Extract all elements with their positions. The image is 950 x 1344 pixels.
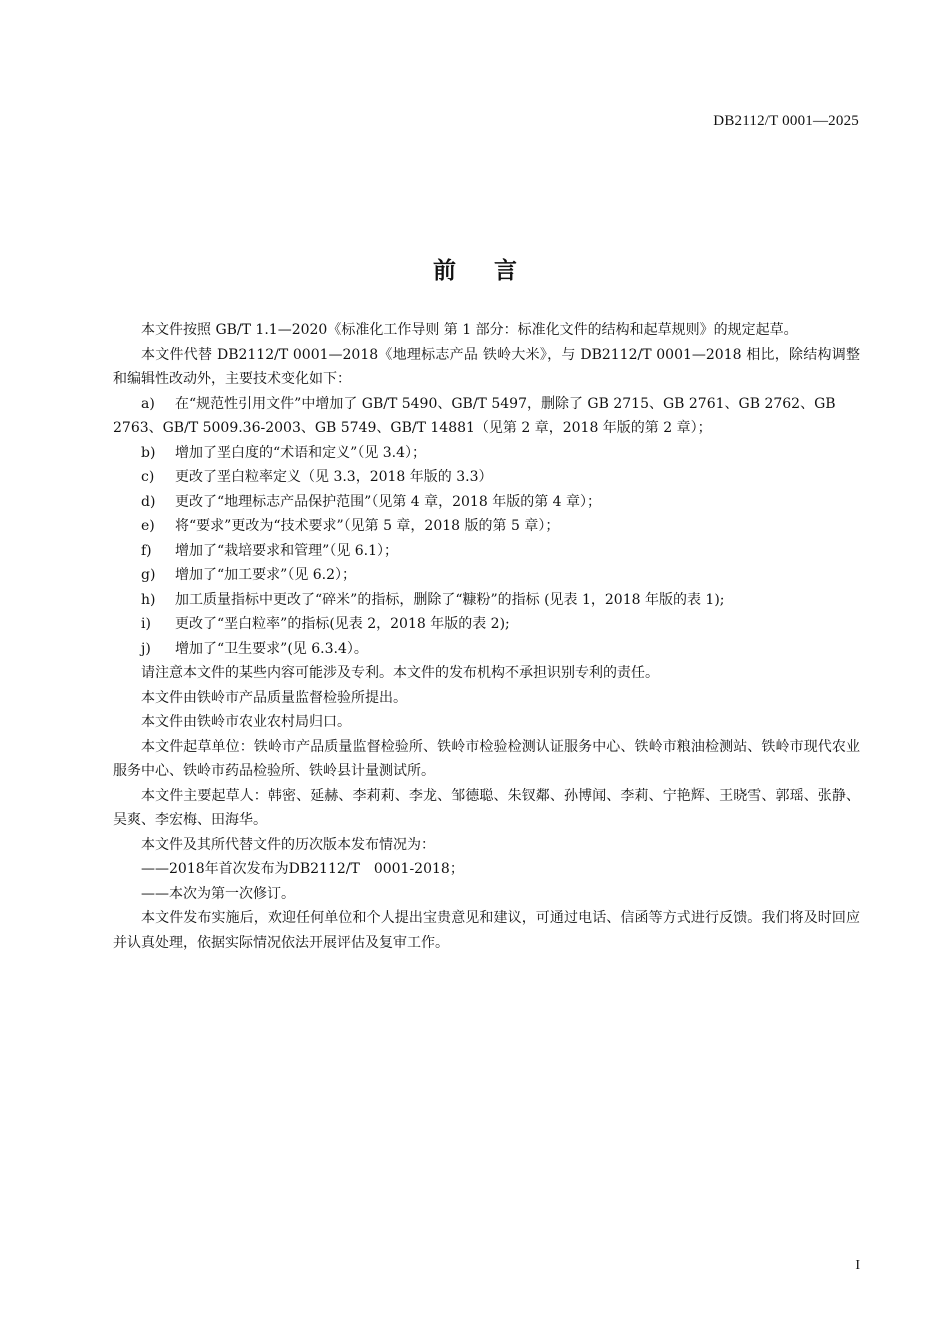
change-item-mark: g) xyxy=(141,567,156,583)
change-item-text: 加工质量指标中更改了“碎米”的指标，删除了“糠粉”的指标 (见表 1，2018 年版的表 1); xyxy=(175,591,725,608)
paragraph-feedback: 本文件发布实施后，欢迎任何单位和个人提出宝贵意见和建议，可通过电话、信函等方式进行反馈。我们将及时回应并认真处理，依据实际情况依法开展评估及复审工作。 xyxy=(113,910,860,951)
paragraph-proposer: 本文件由铁岭市产品质量监督检验所提出。 xyxy=(141,689,407,706)
change-item-text: 在“规范性引用文件”中增加了 GB/T 5490、GB/T 5497，删除了 GB 2715、GB 2761、GB 2762、GB 2763、GB/T 5009.36-2003、GB 5749、GB/T 14881（见第 2 章，2018 年版的第 2 章）； xyxy=(113,395,836,436)
change-item-text: 增加了“卫生要求”(见 6.3.4）。 xyxy=(175,640,368,657)
paragraph-replacement: 本文件代替 DB2112/T 0001—2018《地理标志产品 铁岭大米》，与 DB2112/T 0001—2018 相比，除结构调整和编辑性改动外，主要技术变化如下： xyxy=(113,346,860,387)
change-item-mark: d) xyxy=(141,493,156,510)
change-item-text: 更改了“垩白粒率”的指标(见表 2，2018 年版的表 2); xyxy=(175,616,510,632)
change-item xyxy=(113,514,860,539)
change-item-mark: a) xyxy=(141,395,155,412)
change-item-mark: j) xyxy=(141,640,151,657)
page-number: I xyxy=(855,1258,860,1273)
paragraph-patent-notice: 请注意本文件的某些内容可能涉及专利。本文件的发布机构不承担识别专利的责任。 xyxy=(141,665,659,681)
foreword-body xyxy=(113,318,860,955)
change-item-mark: i) xyxy=(141,616,151,632)
change-item xyxy=(113,588,860,613)
change-item xyxy=(113,637,860,662)
change-item-text: 增加了“加工要求”（见 6.2）； xyxy=(175,567,357,583)
change-item xyxy=(113,441,860,466)
change-item xyxy=(113,612,860,637)
change-item-mark: h) xyxy=(141,591,156,608)
paragraph-drafting-rule: 本文件按照 GB/T 1.1—2020《标准化工作导则 第 1 部分：标准化文件的结构和起草规则》的规定起草。 xyxy=(141,322,798,338)
page-title: 前言 xyxy=(433,258,555,284)
change-item-mark: b) xyxy=(141,444,156,461)
history-item: ——本次为第一次修订。 xyxy=(141,885,295,902)
history-item: ——2018年首次发布为DB2112/T 0001-2018； xyxy=(141,861,464,877)
change-item-mark: f) xyxy=(141,542,152,559)
change-item xyxy=(113,490,860,515)
paragraph-drafters: 本文件主要起草人：韩密、延赫、李莉莉、李龙、邹德聪、朱钗鄰、孙博闻、李莉、宁艳辉、王晓雪、郭瑶、张静、吴爽、李宏梅、田海华。 xyxy=(113,787,860,828)
change-item-text: 将“要求”更改为“技术要求”（见第 5 章，2018 版的第 5 章）； xyxy=(175,518,560,534)
change-item xyxy=(113,539,860,564)
change-item-text: 增加了垩白度的“术语和定义”（见 3.4）； xyxy=(175,444,427,461)
change-item-text: 更改了“地理标志产品保护范围”（见第 4 章，2018 年版的第 4 章）； xyxy=(175,493,602,510)
change-item xyxy=(113,465,860,490)
change-item-text: 增加了“栽培要求和管理”（见 6.1）； xyxy=(175,542,399,559)
paragraph-centralizer: 本文件由铁岭市农业农村局归口。 xyxy=(141,714,351,730)
change-item-mark: e) xyxy=(141,518,155,534)
document-code: DB2112/T 0001—2025 xyxy=(713,113,859,129)
change-item xyxy=(113,563,860,588)
change-item-mark: c) xyxy=(141,469,155,485)
change-item-text: 更改了垩白粒率定义（见 3.3，2018 年版的 3.3） xyxy=(175,469,493,485)
change-item xyxy=(113,392,860,441)
paragraph-drafting-units: 本文件起草单位：铁岭市产品质量监督检验所、铁岭市检验检测认证服务中心、铁岭市粮油检测站、铁岭市现代农业服务中心、铁岭市药品检验所、铁岭县计量测试所。 xyxy=(113,738,860,779)
paragraph-history-intro: 本文件及其所代替文件的历次版本发布情况为： xyxy=(141,836,435,853)
